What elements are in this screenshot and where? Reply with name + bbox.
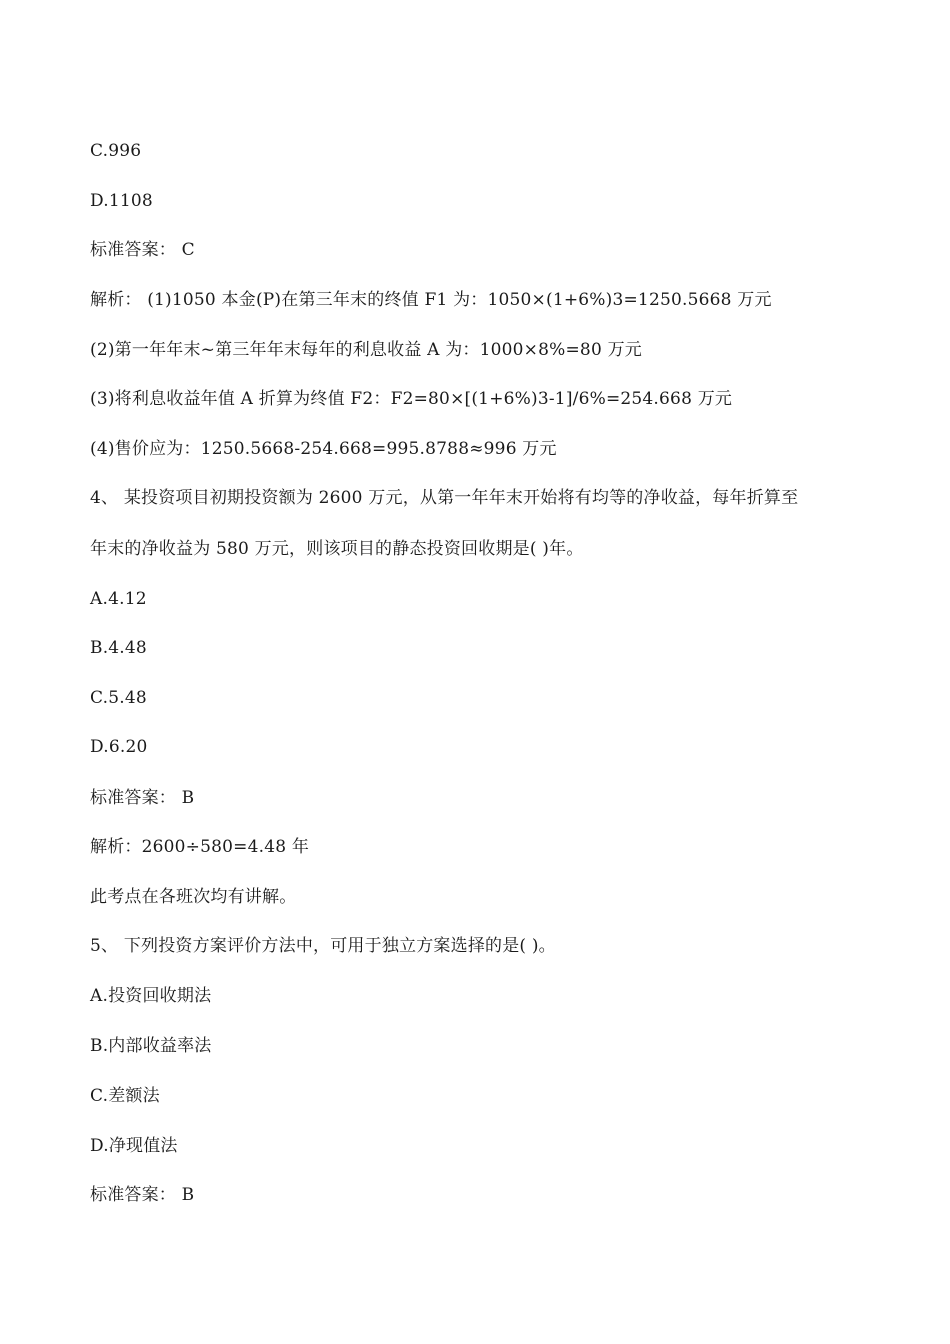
q5-option-c: C.差额法 xyxy=(90,1086,160,1106)
q3-answer: 标准答案： C xyxy=(90,240,195,260)
q3-analysis-1: 解析： (1)1050 本金(P)在第三年末的终值 F1 为：1050×(1+6%)3=1250.5668 万元 xyxy=(90,290,772,310)
q4-option-b: B.4.48 xyxy=(90,638,147,658)
q4-option-a: A.4.12 xyxy=(90,589,147,609)
q4-note: 此考点在各班次均有讲解。 xyxy=(90,887,297,907)
q5-option-d: D.净现值法 xyxy=(90,1136,178,1156)
q3-analysis-4: (4)售价应为：1250.5668-254.668=995.8788≈996 万元 xyxy=(90,439,557,459)
q3-analysis-2: (2)第一年年末~第三年年末每年的利息收益 A 为：1000×8%=80 万元 xyxy=(90,340,642,360)
q4-option-c: C.5.48 xyxy=(90,688,147,708)
q4-question-line1: 4、 某投资项目初期投资额为 2600 万元，从第一年年末开始将有均等的净收益，每年折算至 xyxy=(90,488,799,508)
q3-option-c: C.996 xyxy=(90,141,142,161)
q5-option-b: B.内部收益率法 xyxy=(90,1036,212,1056)
q4-analysis: 解析：2600÷580=4.48 年 xyxy=(90,837,310,857)
q3-option-d: D.1108 xyxy=(90,191,153,211)
q3-analysis-3: (3)将利息收益年值 A 折算为终值 F2：F2=80×[(1+6%)3-1]/6%=254.668 万元 xyxy=(90,389,733,409)
q5-question: 5、 下列投资方案评价方法中，可用于独立方案选择的是( )。 xyxy=(90,936,556,956)
q5-answer: 标准答案： B xyxy=(90,1185,195,1205)
q4-question-line2: 年末的净收益为 580 万元，则该项目的静态投资回收期是( )年。 xyxy=(90,539,584,559)
q4-answer: 标准答案： B xyxy=(90,788,195,808)
q4-option-d: D.6.20 xyxy=(90,737,148,757)
q5-option-a: A.投资回收期法 xyxy=(90,986,212,1006)
